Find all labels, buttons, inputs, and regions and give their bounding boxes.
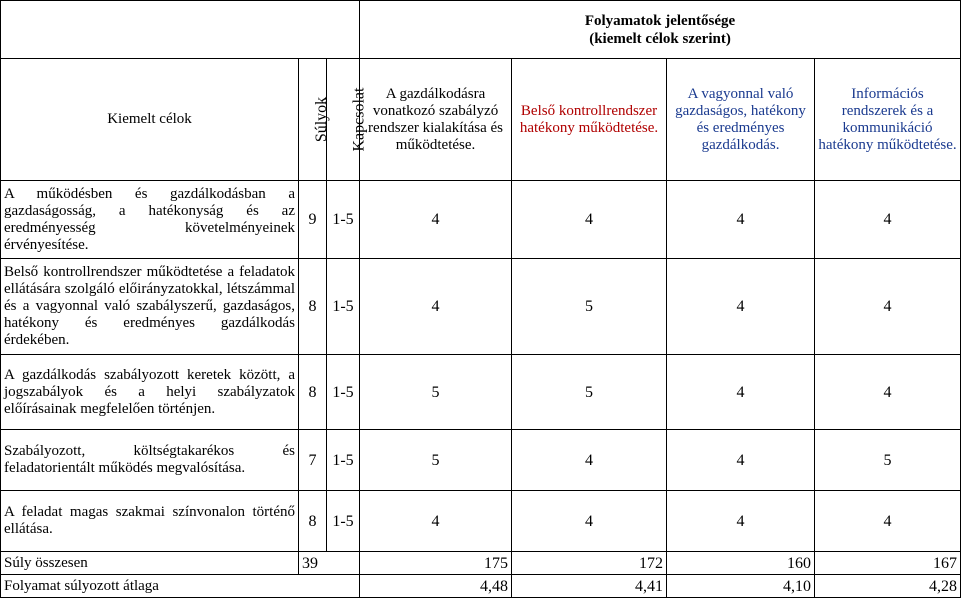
value-cell: 4 [667, 355, 815, 430]
weight-cell: 8 [299, 491, 327, 552]
value-cell: 4 [667, 430, 815, 491]
weight-cell: 8 [299, 259, 327, 355]
header-process-1: A gazdálkodásra vonatkozó szabályzó rendszer kialakítása és működtetése. [360, 59, 512, 181]
relation-cell: 1-5 [327, 355, 360, 430]
title-line-2: (kiemelt célok szerint) [589, 30, 731, 47]
goal-cell: A gazdálkodás szabályozott keretek között, a jogszabályok és a helyi szabályzatok előírásainak megfelelően történjen. [1, 355, 299, 430]
header-goals: Kiemelt célok [1, 59, 299, 181]
table-row [1, 181, 961, 259]
goal-cell: A működésben és gazdálkodásban a gazdaságosság, a hatékonyság és az eredményesség követelményeinek érvényesítése. [1, 181, 299, 259]
average-row [1, 575, 961, 598]
value-cell: 5 [360, 355, 512, 430]
corner-empty-cell [1, 1, 360, 59]
weight-cell: 9 [299, 181, 327, 259]
value-cell: 4 [360, 259, 512, 355]
header-process-2: Belső kontrollrendszer hatékony működtetése. [512, 59, 667, 181]
value-cell: 5 [815, 430, 961, 491]
value-cell: 4 [360, 181, 512, 259]
average-value: 4,10 [667, 575, 815, 598]
value-cell: 4 [815, 491, 961, 552]
totals-value: 160 [667, 552, 815, 575]
header-process-3: A vagyonnal való gazdaságos, hatékony és eredményes gazdálkodás. [667, 59, 815, 181]
value-cell: 4 [512, 430, 667, 491]
relation-cell: 1-5 [327, 181, 360, 259]
goal-cell: Szabályozott, költségtakarékos és feladatorientált működés megvalósítása. [1, 430, 299, 491]
goal-cell: A feladat magas szakmai színvonalon történő ellátása. [1, 491, 299, 552]
table-row [1, 430, 961, 491]
value-cell: 4 [667, 259, 815, 355]
totals-value: 172 [512, 552, 667, 575]
value-cell: 5 [512, 259, 667, 355]
value-cell: 4 [360, 491, 512, 552]
totals-row [1, 552, 961, 575]
value-cell: 4 [815, 181, 961, 259]
relation-cell: 1-5 [327, 259, 360, 355]
header-relation: Kapcsolat [327, 59, 360, 181]
table-row [1, 491, 961, 552]
value-cell: 4 [667, 491, 815, 552]
value-cell: 5 [512, 355, 667, 430]
totals-label: Súly összesen [1, 552, 299, 575]
relation-cell: 1-5 [327, 491, 360, 552]
header-process-4: Információs rendszerek és a kommunikáció hatékony működtetése. [815, 59, 961, 181]
average-value: 4,41 [512, 575, 667, 598]
average-label: Folyamat súlyozott átlaga [1, 575, 360, 598]
table-row [1, 355, 961, 430]
weight-cell: 7 [299, 430, 327, 491]
totals-weight: 39 [299, 552, 360, 575]
value-cell: 4 [815, 259, 961, 355]
totals-value: 175 [360, 552, 512, 575]
title-line-1: Folyamatok jelentősége [584, 12, 736, 29]
average-value: 4,48 [360, 575, 512, 598]
table-title [360, 1, 961, 59]
goal-cell: Belső kontrollrendszer működtetése a feladatok ellátására szolgáló előirányzatokkal, létszámmal és a vagyonnal való szabályszerű, gazdaságos, hatékony és eredményes gazdálkodás érdekében. [1, 259, 299, 355]
value-cell: 4 [815, 355, 961, 430]
value-cell: 4 [512, 491, 667, 552]
table-row [1, 259, 961, 355]
value-cell: 4 [512, 181, 667, 259]
weight-cell: 8 [299, 355, 327, 430]
header-weight: Súlyok [299, 59, 327, 181]
value-cell: 4 [667, 181, 815, 259]
totals-value: 167 [815, 552, 961, 575]
average-value: 4,28 [815, 575, 961, 598]
value-cell: 5 [360, 430, 512, 491]
relation-cell: 1-5 [327, 430, 360, 491]
